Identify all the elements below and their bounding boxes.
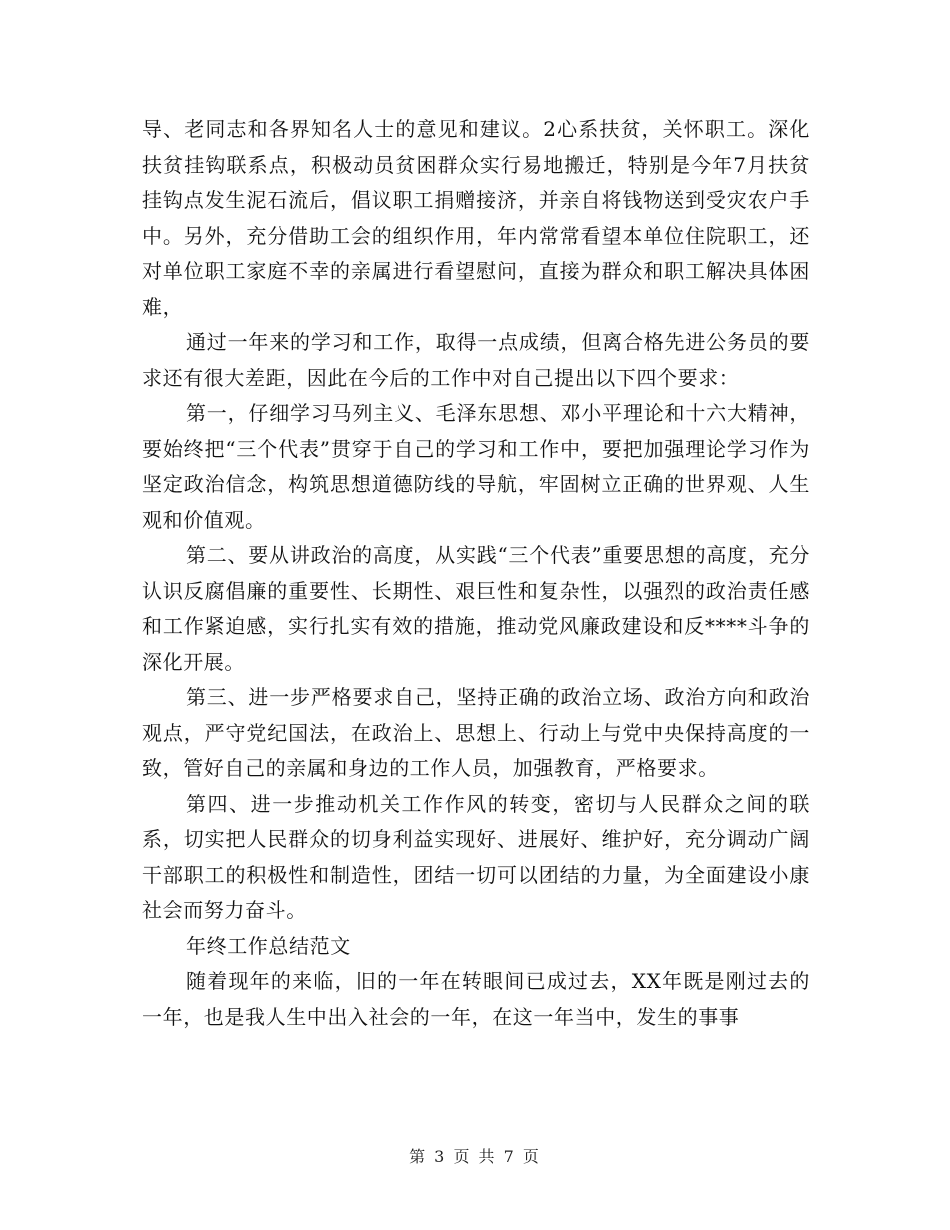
paragraph-requirement-3: 第三、进一步严格要求自己，坚持正确的政治立场、政治方向和政治观点，严守党纪国法，在政治上、思想上、行动上与党中央保持高度的一致，管好自己的亲属和身边的工作人员，加强教育，严格要求。 — [142, 685, 810, 780]
paragraph-requirement-4: 第四、进一步推动机关工作作风的转变，密切与人民群众之间的联系，切实把人民群众的切身利益实现好、进展好、维护好，充分调动广阔干部职工的积极性和制造性，团结一切可以团结的力量，为全面建设小康社会而努力奋斗。 — [142, 791, 810, 922]
paragraph-requirement-1: 第一，仔细学习马列主义、毛泽东思想、邓小平理论和十六大精神，要始终把“三个代表”贯穿于自己的学习和工作中，要把加强理论学习作为坚定政治信念，构筑思想道德防线的导航，牢固树立正确的世界观、人生观和价值观。 — [142, 401, 810, 532]
paragraph-continuation: 导、老同志和各界知名人士的意见和建议。2心系扶贫，关怀职工。深化扶贫挂钩联系点，积极动员贫困群众实行易地搬迁，特别是今年7月扶贫挂钩点发生泥石流后，倡议职工捐赠接济，并亲自将钱物送到受灾农户手中。另外，充分借助工会的组织作用，年内常常看望本单位住院职工，还对单位职工家庭不幸的亲属进行看望慰问，直接为群众和职工解决具体困难， — [142, 117, 810, 319]
paragraph-requirement-2: 第二、要从讲政治的高度，从实践“三个代表”重要思想的高度，充分认识反腐倡廉的重要性、长期性、艰巨性和复杂性，以强烈的政治责任感和工作紧迫感，实行扎实有效的措施，推动党风廉政建设和反****斗争的深化开展。 — [142, 543, 810, 674]
document-body — [142, 112, 810, 1035]
paragraph-summary: 通过一年来的学习和工作，取得一点成绩，但离合格先进公务员的要求还有很大差距，因此在今后的工作中对自己提出以下四个要求： — [142, 330, 810, 390]
paragraph-intro: 随着现年的来临，旧的一年在转眼间已成过去，XX年既是刚过去的一年，也是我人生中出入社会的一年，在这一年当中，发生的事事 — [142, 969, 810, 1029]
section-heading: 年终工作总结范文 — [186, 933, 351, 958]
page-number-footer: 第 3 页 共 7 页 — [409, 1147, 541, 1166]
